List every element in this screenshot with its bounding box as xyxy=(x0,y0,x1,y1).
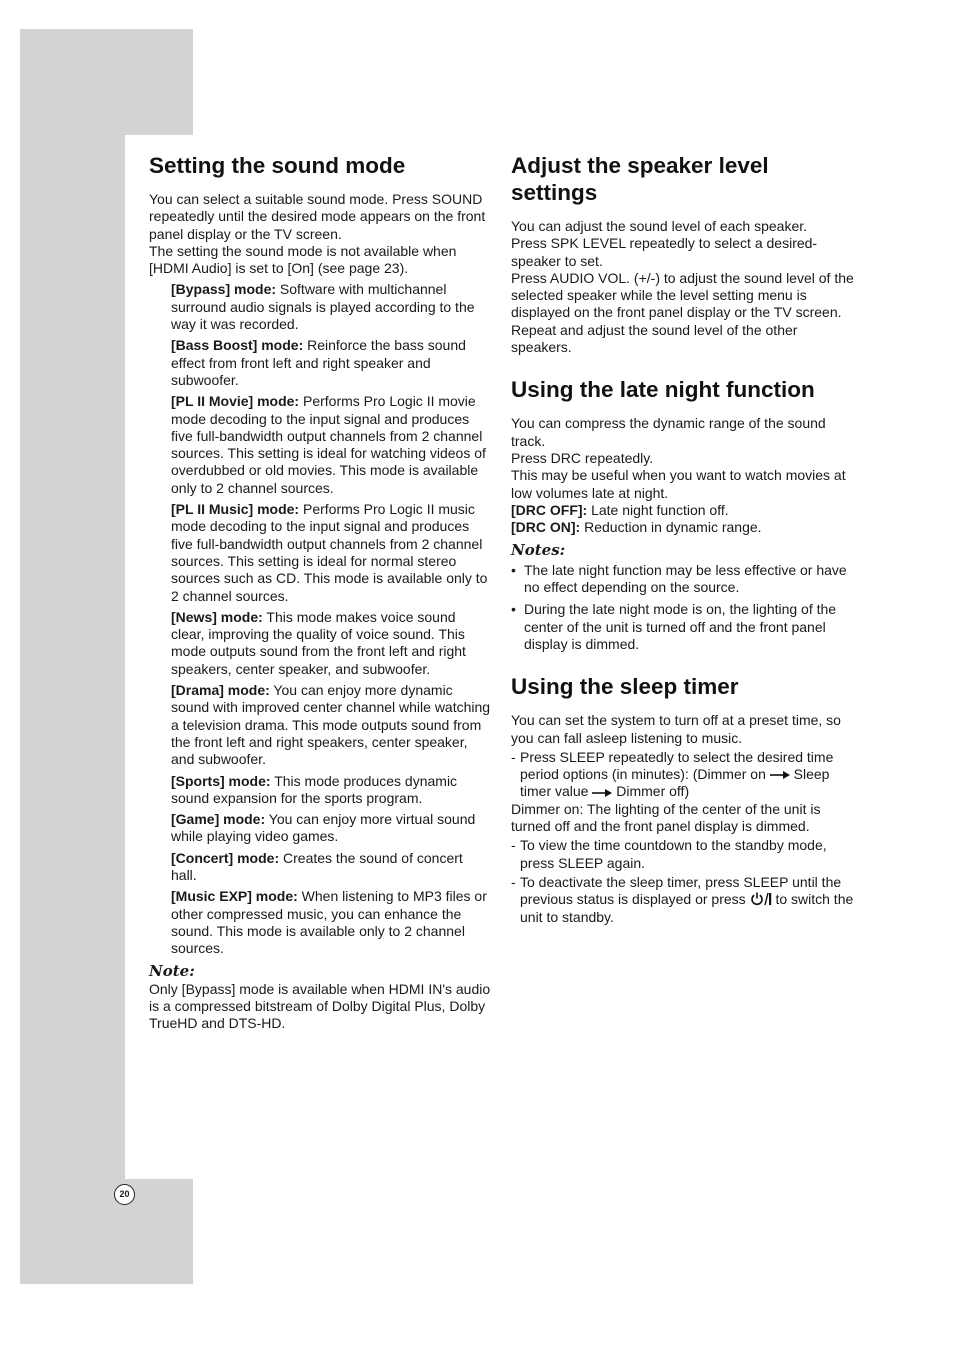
right-column xyxy=(511,152,854,926)
late-night-p3: This may be useful when you want to watch movies at low volumes late at night. xyxy=(511,467,846,501)
right-arrow-icon xyxy=(770,770,790,780)
note-text: Only [Bypass] mode is available when HDMI IN's audio is a compressed bitstream of Dolby Digital Plus, Dolby TrueHD and DTS-HD. xyxy=(149,980,491,1032)
late-night-section xyxy=(511,376,854,653)
sound-mode-hdmi-info: The setting the sound mode is not available when [HDMI Audio] is set to [On] (see page 23). xyxy=(149,242,457,277)
margin-bar-middle xyxy=(20,135,125,1179)
drc-on-line: [DRC ON]: Reduction in dynamic range. xyxy=(511,519,762,536)
mode-bass-boost: [Bass Boost] mode: Reinforce the bass sound effect from front left and right speaker and subwoofer. xyxy=(171,337,466,388)
late-night-p1: You can compress the dynamic range of the sound track. xyxy=(511,415,826,449)
note-item: • During the late night mode is on, the lighting of the center of the unit is turned off and the front panel display is dimmed. xyxy=(511,601,854,653)
sleep-timer-p2: Dimmer on: The lighting of the center of the unit is turned off and the front panel display is dimmed. xyxy=(511,800,821,835)
margin-bar-top xyxy=(20,29,193,135)
mode-pl2-music: [PL II Music] mode: Performs Pro Logic II music mode decoding to the input signal and produces five full-bandwidth output channels from 2 channel sources. This setting is ideal for normal stereo sources such as CD. This mode is available only to 2 channel sources. xyxy=(171,501,488,604)
mode-concert: [Concert] mode: Creates the sound of concert hall. xyxy=(171,849,463,883)
sleep-step-3: - To deactivate the sleep timer, press SLEEP until the previous status is displayed or press to switch the unit to standby. xyxy=(511,874,854,926)
late-night-heading: Using the late night function xyxy=(511,377,815,403)
speaker-level-p3: Press AUDIO VOL. (+/-) to adjust the sound level of the selected speaker while the level setting menu is displayed on the front panel display or the TV screen. Repeat and adjust the sound level of the other speakers. xyxy=(511,269,854,356)
note-title: Note: xyxy=(149,962,195,981)
speaker-level-p1: You can adjust the sound level of each speaker. xyxy=(511,218,808,234)
sleep-step-1: - Press SLEEP repeatedly to select the desired time period options (in minutes): (Dimmer on Sleep timer value Dimmer off) xyxy=(511,749,854,801)
notes-list xyxy=(511,562,854,653)
sound-mode-intro: You can select a suitable sound mode. Press SOUND repeatedly until the desired mode appears on the front panel display or the TV screen. xyxy=(149,191,486,242)
speaker-level-section xyxy=(511,152,854,356)
sleep-timer-p1: You can set the system to turn off at a preset time, so you can fall asleep listening to music. xyxy=(511,712,841,746)
mode-drama: [Drama] mode: You can enjoy more dynamic sound with improved center channel while watching a television drama. This mode outputs sound from the front left and right speakers, center speaker, and subwoofer. xyxy=(171,682,491,768)
sleep-step-2: - To view the time countdown to the standby mode, press SLEEP again. xyxy=(511,837,854,872)
sound-mode-heading: Setting the sound mode xyxy=(149,153,406,178)
page-number: 20 xyxy=(114,1184,135,1205)
mode-pl2-movie: [PL II Movie] mode: Performs Pro Logic II movie mode decoding to the input signal and produces five full-bandwidth output channels from 2 channel sources. This setting is ideal for watching videos of overdubbed or old movies. This mode is available only to 2 channel sources. xyxy=(171,393,486,496)
sleep-timer-heading: Using the sleep timer xyxy=(511,674,739,700)
power-standby-icon xyxy=(750,892,772,906)
mode-game: [Game] mode: You can enjoy more virtual sound while playing video games. xyxy=(171,811,476,845)
right-arrow-icon xyxy=(592,788,612,798)
left-column xyxy=(149,152,491,1033)
speaker-level-heading: Adjust the speaker level settings xyxy=(511,153,769,205)
note-item: • The late night function may be less effective or have no effect depending on the source. xyxy=(511,562,854,597)
mode-news: [News] mode: This mode makes voice sound clear, improving the quality of voice sound. This mode outputs sound from the front left and right speakers, center speaker, and subwoofer. xyxy=(171,608,466,677)
notes-title: Notes: xyxy=(511,541,566,560)
speaker-level-p2: Press SPK LEVEL repeatedly to select a desired-speaker to set. xyxy=(511,235,818,269)
margin-bar-bottom xyxy=(20,1179,193,1284)
late-night-p2: Press DRC repeatedly. xyxy=(511,449,654,466)
mode-sports: [Sports] mode: This mode produces dynamic sound expansion for the sports program. xyxy=(171,772,458,806)
drc-off-line: [DRC OFF]: Late night function off. xyxy=(511,501,729,518)
mode-music-exp: [Music EXP] mode: When listening to MP3 files or other compressed music, you can enhance the sound. This mode is available only to 2 channel sources. xyxy=(171,888,487,957)
sleep-timer-section xyxy=(511,673,854,926)
mode-list xyxy=(149,281,491,957)
mode-bypass: [Bypass] mode: Software with multichannel surround audio signals is played according to the way it was recorded. xyxy=(171,281,475,333)
